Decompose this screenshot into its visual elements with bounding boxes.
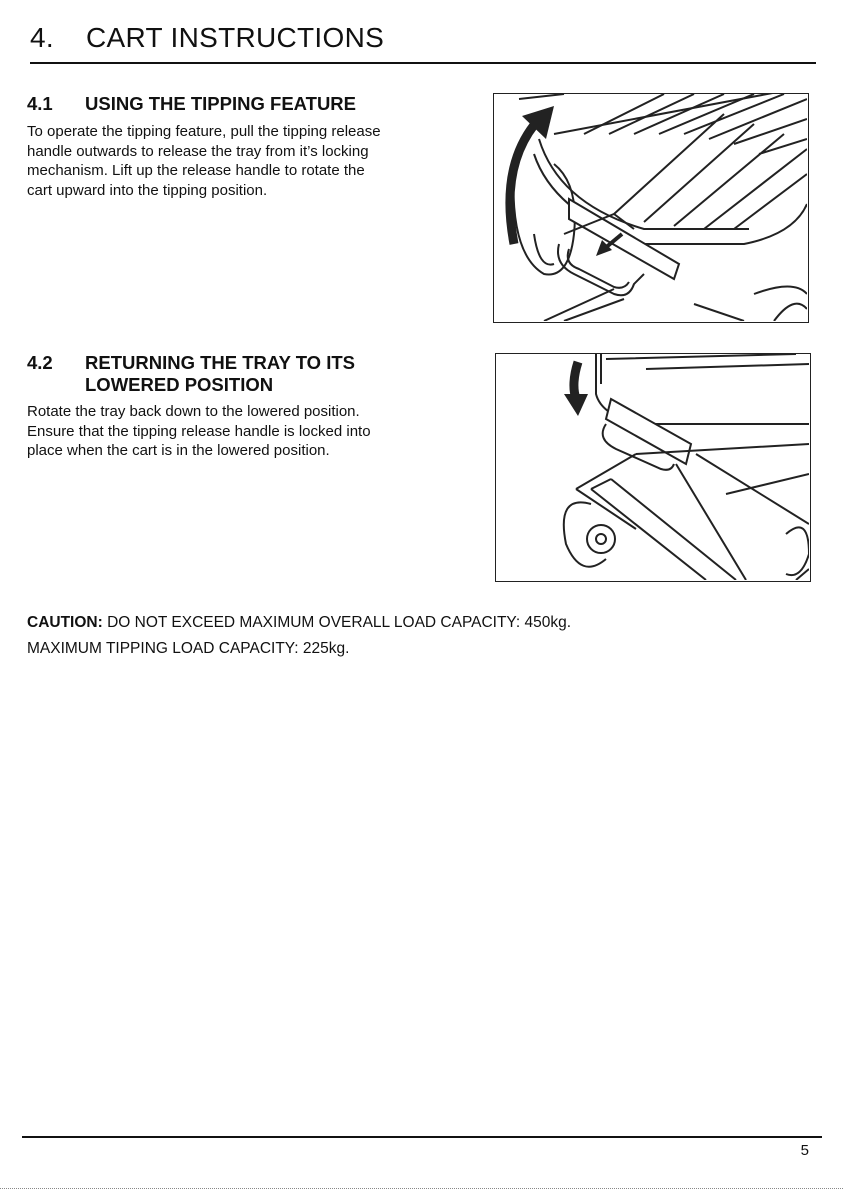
page-number: 5 — [800, 1142, 809, 1159]
section-heading-continuation: LOWERED POSITION — [85, 374, 274, 395]
body-line: To operate the tipping feature, pull the tipping release — [27, 123, 381, 140]
section-heading-text: RETURNING THE TRAY TO ITS — [85, 352, 355, 373]
body-line: Ensure that the tipping release handle is locked into — [27, 422, 371, 440]
section-body-4-2 — [27, 402, 467, 461]
body-line: place when the cart is in the lowered position. — [27, 442, 330, 459]
chapter-title — [30, 22, 384, 54]
section-number: 4.1 — [27, 93, 53, 114]
section-body-4-1 — [27, 122, 467, 200]
body-line: mechanism. Lift up the release handle to rotate the — [27, 162, 365, 179]
section-heading-4-1 — [27, 93, 356, 115]
footer-divider — [22, 1136, 822, 1138]
chapter-number: 4. — [30, 22, 54, 53]
caution-notice — [27, 612, 571, 634]
bottom-edge-divider — [0, 1188, 843, 1189]
cart-lowered-illustration — [495, 353, 811, 582]
caution-text: DO NOT EXCEED MAXIMUM OVERALL LOAD CAPACITY: 450kg. — [102, 614, 572, 631]
section-heading-4-2 — [27, 352, 355, 396]
caution-label: CAUTION: — [27, 614, 103, 631]
body-line: Rotate the tray back down to the lowered position. — [27, 403, 360, 420]
chapter-title-text: CART INSTRUCTIONS — [86, 22, 385, 53]
section-number: 4.2 — [27, 352, 53, 373]
section-heading-text: USING THE TIPPING FEATURE — [85, 93, 357, 114]
cart-tipping-drawing — [494, 94, 807, 321]
tipping-capacity-notice: MAXIMUM TIPPING LOAD CAPACITY: 225kg. — [27, 640, 350, 657]
cart-lowered-drawing — [496, 354, 809, 580]
cart-tipping-illustration — [493, 93, 809, 323]
title-divider — [30, 62, 816, 64]
body-line: handle outwards to release the tray from it’s locking — [27, 142, 369, 160]
body-line: cart upward into the tipping position. — [27, 181, 268, 199]
